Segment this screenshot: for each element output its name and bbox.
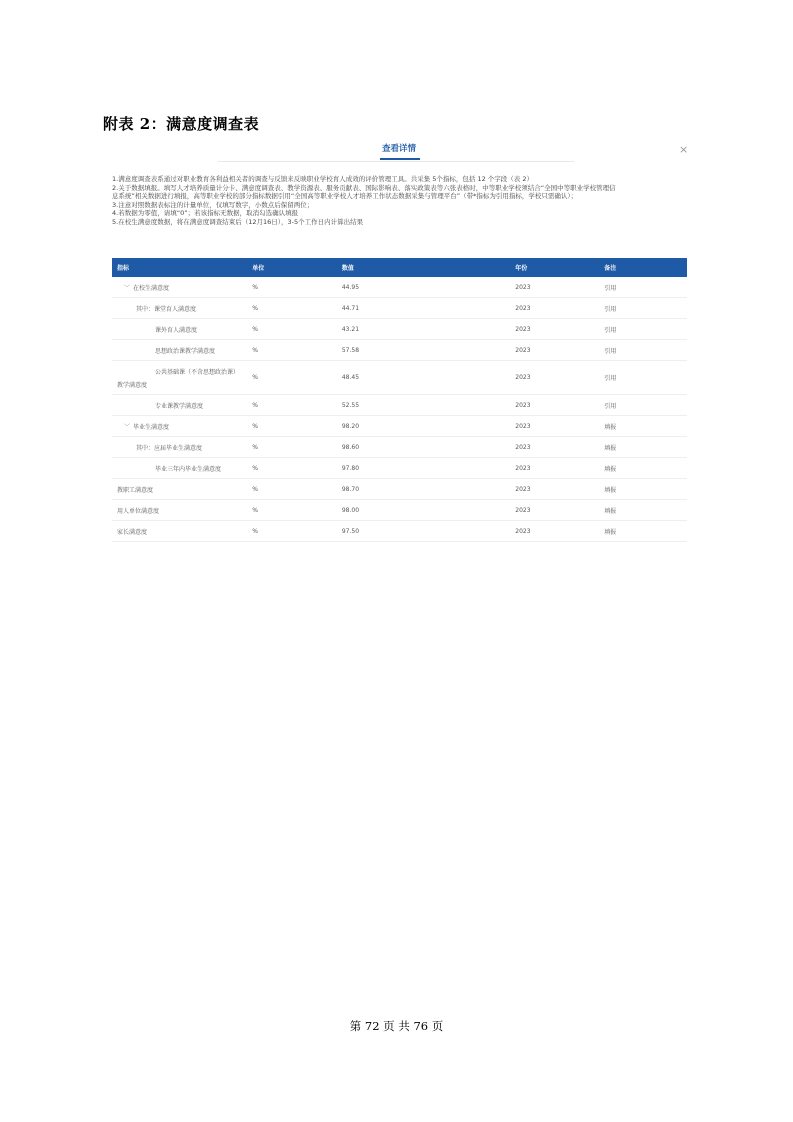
value-cell: 98.70 xyxy=(337,479,510,500)
year-cell: 2023 xyxy=(510,361,599,395)
tab-bar xyxy=(218,141,574,162)
note-line: 1.满意度调查表系通过对职业教育各利益相关者的调查与反馈来反映职业学校育人成效的评价管理工具。共采集 5个指标，包括 12 个字段（表 2） xyxy=(112,175,534,183)
page-footer: 第 72 页 共 76 页 xyxy=(349,1019,444,1033)
year-cell: 2023 xyxy=(510,500,599,521)
table-row xyxy=(112,340,687,361)
instructions-notes xyxy=(112,175,692,227)
table-row xyxy=(112,458,687,479)
note-line: 2.关于数据填报。填写人才培养质量计分卡、满意度调查表、教学资源表、服务贡献表、国际影响表、落实政策表等六张表格时，中等职业学校须结合“全国中等职业学校管理信 xyxy=(112,183,616,192)
unit-cell: % xyxy=(247,298,337,319)
tab-view-details[interactable]: 查看详情 xyxy=(382,144,417,154)
header-value: 数值 xyxy=(337,258,510,277)
note-cell: 填报 xyxy=(599,458,687,479)
year-cell: 2023 xyxy=(510,521,599,542)
note-line: 3.注意对照数据表标注的计量单位，仅填写数字，小数点后保留两位； xyxy=(112,200,314,209)
table-row xyxy=(112,361,687,395)
active-tab-indicator xyxy=(380,158,420,160)
indicator-name: 其中：课堂育人满意度 xyxy=(136,305,197,313)
note-cell: 引用 xyxy=(599,277,687,298)
note-line: 息系统”相关数据进行填报，高等职业学校的部分指标数据引用“全国高等职业学校人才培养工作状态数据采集与管理平台”（带*指标为引用指标，学校只需确认）； xyxy=(112,192,578,201)
table-row xyxy=(112,277,687,298)
table-row xyxy=(112,479,687,500)
indicator-name-line2: 教学满意度 xyxy=(117,382,148,389)
value-cell: 98.60 xyxy=(337,437,510,458)
year-cell: 2023 xyxy=(510,340,599,361)
unit-cell: % xyxy=(247,319,337,340)
close-icon[interactable]: × xyxy=(679,143,689,156)
year-cell: 2023 xyxy=(510,319,599,340)
unit-cell: % xyxy=(247,458,337,479)
header-unit: 单位 xyxy=(247,258,337,277)
value-cell: 57.58 xyxy=(337,340,510,361)
indicator-name: 家长满意度 xyxy=(117,528,148,536)
year-cell: 2023 xyxy=(510,298,599,319)
chevron-down-icon[interactable]: ﹀ xyxy=(124,284,131,292)
note-line: 4.若数据为零值，请填“0”；若该指标无数据，取消勾选确认填报 xyxy=(112,209,299,218)
value-cell: 97.80 xyxy=(337,458,510,479)
satisfaction-table xyxy=(112,258,687,542)
year-cell: 2023 xyxy=(510,416,599,437)
table-row xyxy=(112,521,687,542)
year-cell: 2023 xyxy=(510,437,599,458)
indicator-name: 教职工满意度 xyxy=(117,486,154,494)
note-cell: 填报 xyxy=(599,416,687,437)
note-cell: 填报 xyxy=(599,479,687,500)
note-cell: 引用 xyxy=(599,319,687,340)
note-cell: 填报 xyxy=(599,521,687,542)
unit-cell: % xyxy=(247,395,337,416)
indicator-name: 课外育人满意度 xyxy=(155,326,198,334)
unit-cell: % xyxy=(247,521,337,542)
year-cell: 2023 xyxy=(510,277,599,298)
note-cell: 引用 xyxy=(599,361,687,395)
value-cell: 98.20 xyxy=(337,416,510,437)
page-title: 附表 2：满意度调查表 xyxy=(103,115,260,133)
table-row xyxy=(112,416,687,437)
table-row xyxy=(112,500,687,521)
note-cell: 引用 xyxy=(599,298,687,319)
header-indicator: 指标 xyxy=(112,258,247,277)
unit-cell: % xyxy=(247,361,337,395)
value-cell: 44.71 xyxy=(337,298,510,319)
table-row xyxy=(112,298,687,319)
year-cell: 2023 xyxy=(510,395,599,416)
table-header-row xyxy=(112,258,687,277)
value-cell: 52.55 xyxy=(337,395,510,416)
header-note: 备注 xyxy=(599,258,687,277)
table-row xyxy=(112,395,687,416)
table-row xyxy=(112,319,687,340)
value-cell: 43.21 xyxy=(337,319,510,340)
year-cell: 2023 xyxy=(510,458,599,479)
indicator-name: 毕业生满意度 xyxy=(133,423,170,431)
table-row xyxy=(112,437,687,458)
unit-cell: % xyxy=(247,479,337,500)
note-cell: 引用 xyxy=(599,340,687,361)
indicator-name-line1: 公共基础课（不含思想政治课） xyxy=(155,369,240,376)
unit-cell: % xyxy=(247,277,337,298)
value-cell: 44.95 xyxy=(337,277,510,298)
indicator-name: 其中：应届毕业生满意度 xyxy=(136,444,203,452)
value-cell: 98.00 xyxy=(337,500,510,521)
indicator-name: 毕业三年内毕业生满意度 xyxy=(155,465,222,473)
chevron-down-icon[interactable]: ﹀ xyxy=(124,423,131,431)
indicator-name: 在校生满意度 xyxy=(133,284,170,292)
indicator-name: 用人单位满意度 xyxy=(117,507,160,515)
indicator-name xyxy=(117,361,247,394)
value-cell: 48.45 xyxy=(337,361,510,395)
unit-cell: % xyxy=(247,416,337,437)
value-cell: 97.50 xyxy=(337,521,510,542)
year-cell: 2023 xyxy=(510,479,599,500)
indicator-name: 专业课教学满意度 xyxy=(155,402,204,410)
note-cell: 填报 xyxy=(599,500,687,521)
unit-cell: % xyxy=(247,340,337,361)
note-line: 5.在校生满意度数据，将在满意度调查结束后（12月16日），3-5个工作日内计算出结果 xyxy=(112,217,364,226)
unit-cell: % xyxy=(247,500,337,521)
indicator-name: 思想政治课教学满意度 xyxy=(155,347,216,355)
note-cell: 引用 xyxy=(599,395,687,416)
note-cell: 填报 xyxy=(599,437,687,458)
header-year: 年份 xyxy=(510,258,599,277)
unit-cell: % xyxy=(247,437,337,458)
